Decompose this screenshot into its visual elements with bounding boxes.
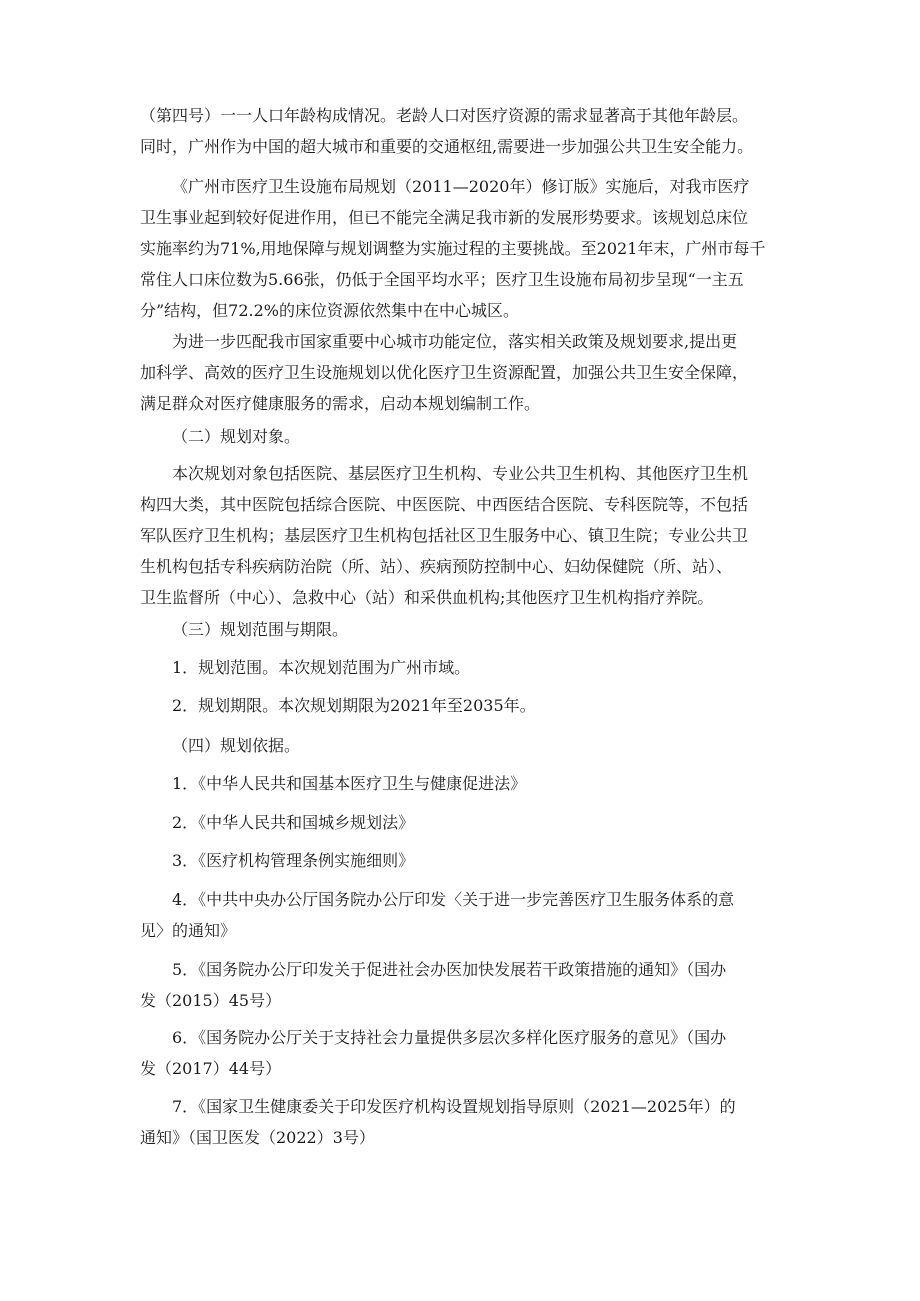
paragraph-planning-objects — [140, 458, 780, 613]
paragraph-previous-plan — [140, 171, 780, 326]
text-line: 构四大类，其中医院包括综合医院、中医医院、中西医结合医院、专科医院等，不包括 — [140, 495, 749, 514]
list-item — [140, 1022, 780, 1084]
list-item: 1．规划范围。本次规划范围为广州市域。 — [172, 658, 471, 677]
text-line: 常住人口床位数为5.66张，仍低于全国平均水平；医疗卫生设施布局初步呈现“一主五 — [140, 270, 744, 289]
text-line: （第四号）一一人口年龄构成情况。老龄人口对医疗资源的需求显著高于其他年龄层。 — [140, 106, 749, 125]
section-heading-basis: （四）规划依据。 — [172, 736, 301, 755]
text-line: 生机构包括专科疾病防治院（所、站）、疾病预防控制中心、妇幼保健院（所、站）、 — [140, 557, 733, 576]
text-line: 加科学、高效的医疗卫生设施规划以优化医疗卫生资源配置，加强公共卫生安全保障， — [140, 363, 749, 382]
text-line: 5．《国务院办公厅印发关于促进社会办医加快发展若干政策措施的通知》（国办 — [172, 960, 727, 979]
text-line: 见〉的通知》 — [140, 921, 237, 940]
list-item: 2．规划期限。本次规划期限为2021年至2035年。 — [172, 696, 536, 715]
text-line: 军队医疗卫生机构；基层医疗卫生机构包括社区卫生服务中心、镇卫生院；专业公共卫 — [140, 526, 749, 545]
section-heading-scope: （三）规划范围与期限。 — [172, 620, 349, 639]
text-line: 同时，广州作为中国的超大城市和重要的交通枢纽,需要进一步加强公共卫生安全能力。 — [140, 137, 754, 156]
text-line: 《广州市医疗卫生设施布局规划（2011—2020年）修订版》实施后，对我市医疗 — [172, 177, 750, 196]
text-line: 7．《国家卫生健康委关于印发医疗机构设置规划指导原则（2021—2025年）的 — [172, 1097, 736, 1116]
text-line: 发（2017）44号） — [140, 1059, 282, 1078]
text-line: 卫生监督所（中心）、急救中心（站）和采供血机构;其他医疗卫生机构指疗养院。 — [140, 588, 714, 607]
text-line: 卫生事业起到较好促进作用，但已不能完全满足我市新的发展形势要求。该规划总床位 — [140, 208, 749, 227]
text-line: 6．《国务院办公厅关于支持社会力量提供多层次多样化医疗服务的意见》（国办 — [172, 1028, 727, 1047]
text-line: 分”结构，但72.2%的床位资源依然集中在中心城区。 — [140, 301, 520, 320]
text-line: 本次规划对象包括医院、基层医疗卫生机构、专业公共卫生机构、其他医疗卫生机 — [172, 464, 749, 483]
text-line: 满足群众对医疗健康服务的需求，启动本规划编制工作。 — [140, 394, 541, 413]
text-line: 为进一步匹配我市国家重要中心城市功能定位，落实相关政策及规划要求,提出更 — [172, 332, 738, 351]
paragraph-population — [140, 100, 780, 162]
section-heading-objects: （二）规划对象。 — [172, 427, 301, 446]
text-line: 通知》（国卫医发（2022）3号） — [140, 1128, 375, 1147]
list-item: 3．《医疗机构管理条例实施细则》 — [172, 851, 415, 870]
list-item: 1．《中华人民共和国基本医疗卫生与健康促进法》 — [172, 774, 527, 793]
text-line: 4．《中共中央办公厅国务院办公厅印发〈关于进一步完善医疗卫生服务体系的意 — [172, 890, 735, 909]
list-item: 2．《中华人民共和国城乡规划法》 — [172, 813, 415, 832]
list-item — [140, 884, 780, 946]
text-line: 发（2015）45号） — [140, 991, 282, 1010]
list-item — [140, 1091, 780, 1153]
text-line: 实施率约为71%,用地保障与规划调整为实施过程的主要挑战。至2021年末，广州市每千 — [140, 239, 766, 258]
paragraph-purpose — [140, 326, 780, 419]
list-item — [140, 954, 780, 1016]
